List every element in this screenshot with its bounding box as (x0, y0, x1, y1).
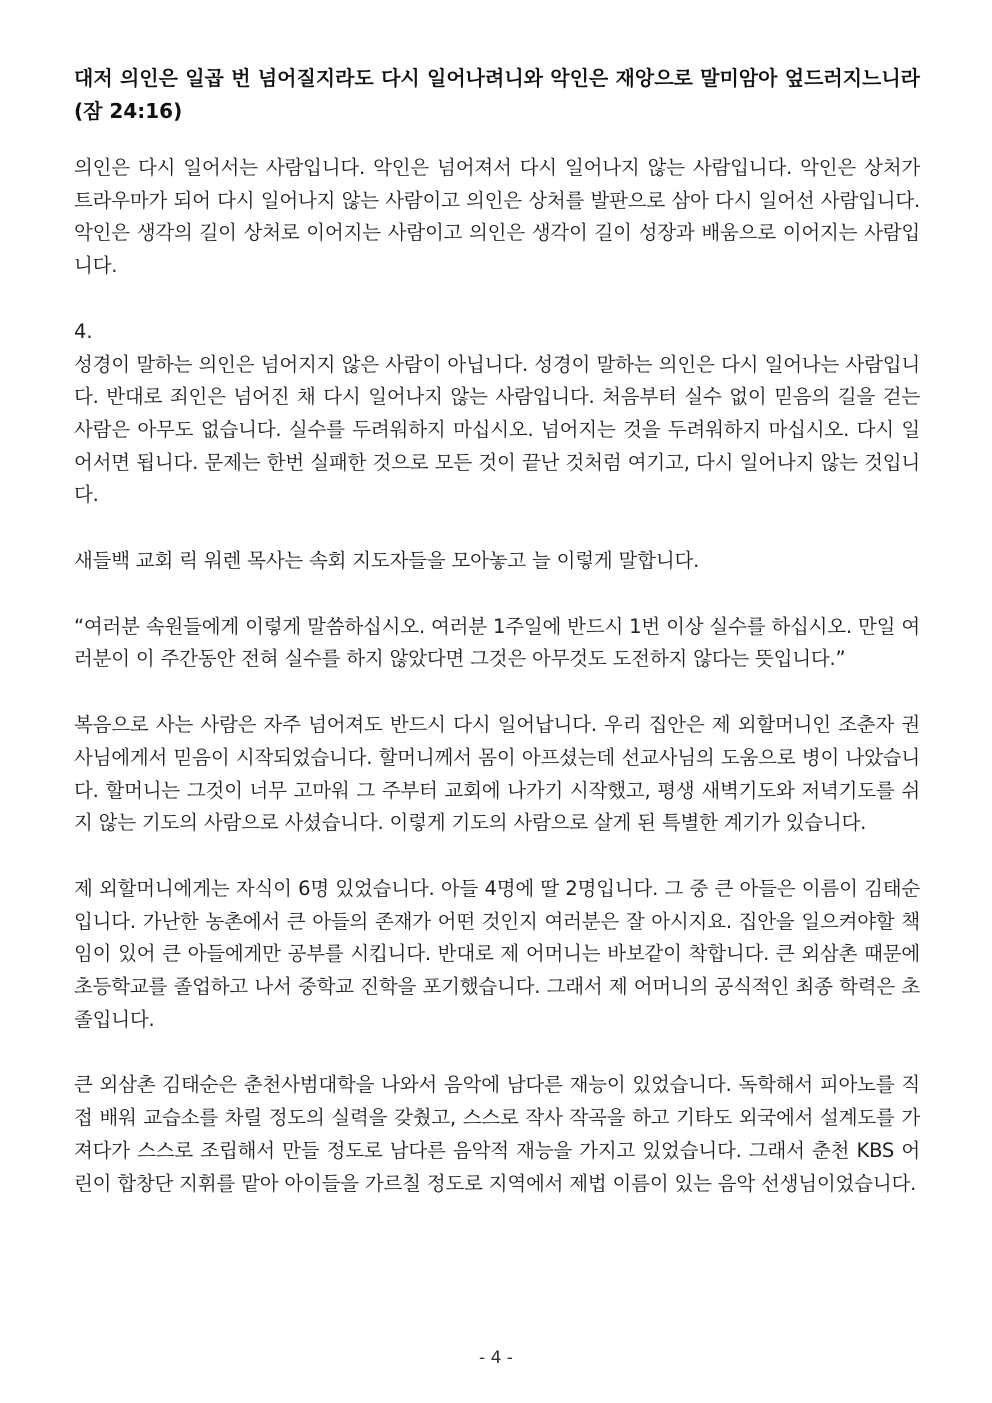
scripture-verse: 대저 의인은 일곱 번 넘어질지라도 다시 일어나려니와 악인은 재앙으로 말미암아 엎드러지느니라 (잠 24:16) (74, 66, 920, 123)
paragraph-5: 복음으로 사는 사람은 자주 넘어져도 반드시 다시 일어납니다. 우리 집안은 제 외할머니인 조춘자 권사님에게서 믿음이 시작되었습니다. 할머니께서 몸이 아프셨는데 선교사님의 도움으로 병이 나았습니다. 할머니는 그것이 너무 고마워 그 주부터 교회에 나가기 시작했고, 평생 새벽기도와 저녁기도를 쉬지 않는 기도의 사람으로 사셨습니다. 이렇게 기도의 사람으로 살게 된 특별한 계기가 있습니다. (74, 713, 920, 835)
paragraph-6: 제 외할머니에게는 자식이 6명 있었습니다. 아들 4명에 딸 2명입니다. 그 중 큰 아들은 이름이 김태순입니다. 가난한 농촌에서 큰 아들의 존재가 어떤 것인지 여러분은 잘 아시지요. 집안을 일으켜야할 책임이 있어 큰 아들에게만 공부를 시킵니다. 반대로 제 어머니는 바보같이 착합니다. 큰 외삼촌 때문에 초등학교를 졸업하고 나서 중학교 진학을 포기했습니다. 그래서 제 어머니의 공식적인 최종 학력은 초졸입니다. (74, 876, 920, 1031)
quote-paragraph: “여러분 속원들에게 이렇게 말씀하십시오. 여러분 1주일에 반드시 1번 이상 실수를 하십시오. 만일 여러분이 이 주간동안 전혀 실수를 하지 않았다면 그것은 아무것도 도전하지 않다는 뜻입니다.” (74, 614, 920, 671)
paragraph-3: 새들백 교회 릭 워렌 목사는 속회 지도자들을 모아놓고 늘 이렇게 말합니다. (74, 549, 700, 573)
paragraph-1: 의인은 다시 일어서는 사람입니다. 악인은 넘어져서 다시 일어나지 않는 사람입니다. 악인은 상처가 트라우마가 되어 다시 일어나지 않는 사람이고 의인은 상처를 발판으로 삼아 다시 일어선 사람입니다. 악인은 생각의 길이 상처로 이어지는 사람이고 의인은 생각이 길이 성장과 배움으로 이어지는 사람입니다. (74, 156, 920, 278)
section-number: 4. (74, 319, 93, 343)
paragraph-7: 큰 외삼촌 김태순은 춘천사범대학을 나와서 음악에 남다른 재능이 있었습니다. 독학해서 피아노를 직접 배워 교습소를 차릴 정도의 실력을 갖췄고, 스스로 작사 작곡을 하고 기타도 외국에서 설계도를 가져다가 스스로 조립해서 만들 정도로 남다른 음악적 재능을 가지고 있었습니다. 그래서 춘천 KBS 어린이 합창단 지휘를 맡아 아이들을 가르칠 정도로 지역에서 제법 이름이 있는 음악 선생님이었습니다. (74, 1073, 920, 1195)
paragraph-2: 성경이 말하는 의인은 넘어지지 않은 사람이 아닙니다. 성경이 말하는 의인은 다시 일어나는 사람입니다. 반대로 죄인은 넘어진 채 다시 일어나지 않는 사람입니다. 처음부터 실수 없이 믿음의 길을 걷는 사람은 아무도 없습니다. 실수를 두려워하지 마십시오. 넘어지는 것을 두려워하지 마십시오. 다시 일어서면 됩니다. 문제는 한번 실패한 것으로 모든 것이 끝난 것처럼 여기고, 다시 일어나지 않는 것입니다. (74, 352, 920, 507)
page-number: - 4 - (479, 1348, 513, 1368)
document-page (74, 62, 920, 1200)
